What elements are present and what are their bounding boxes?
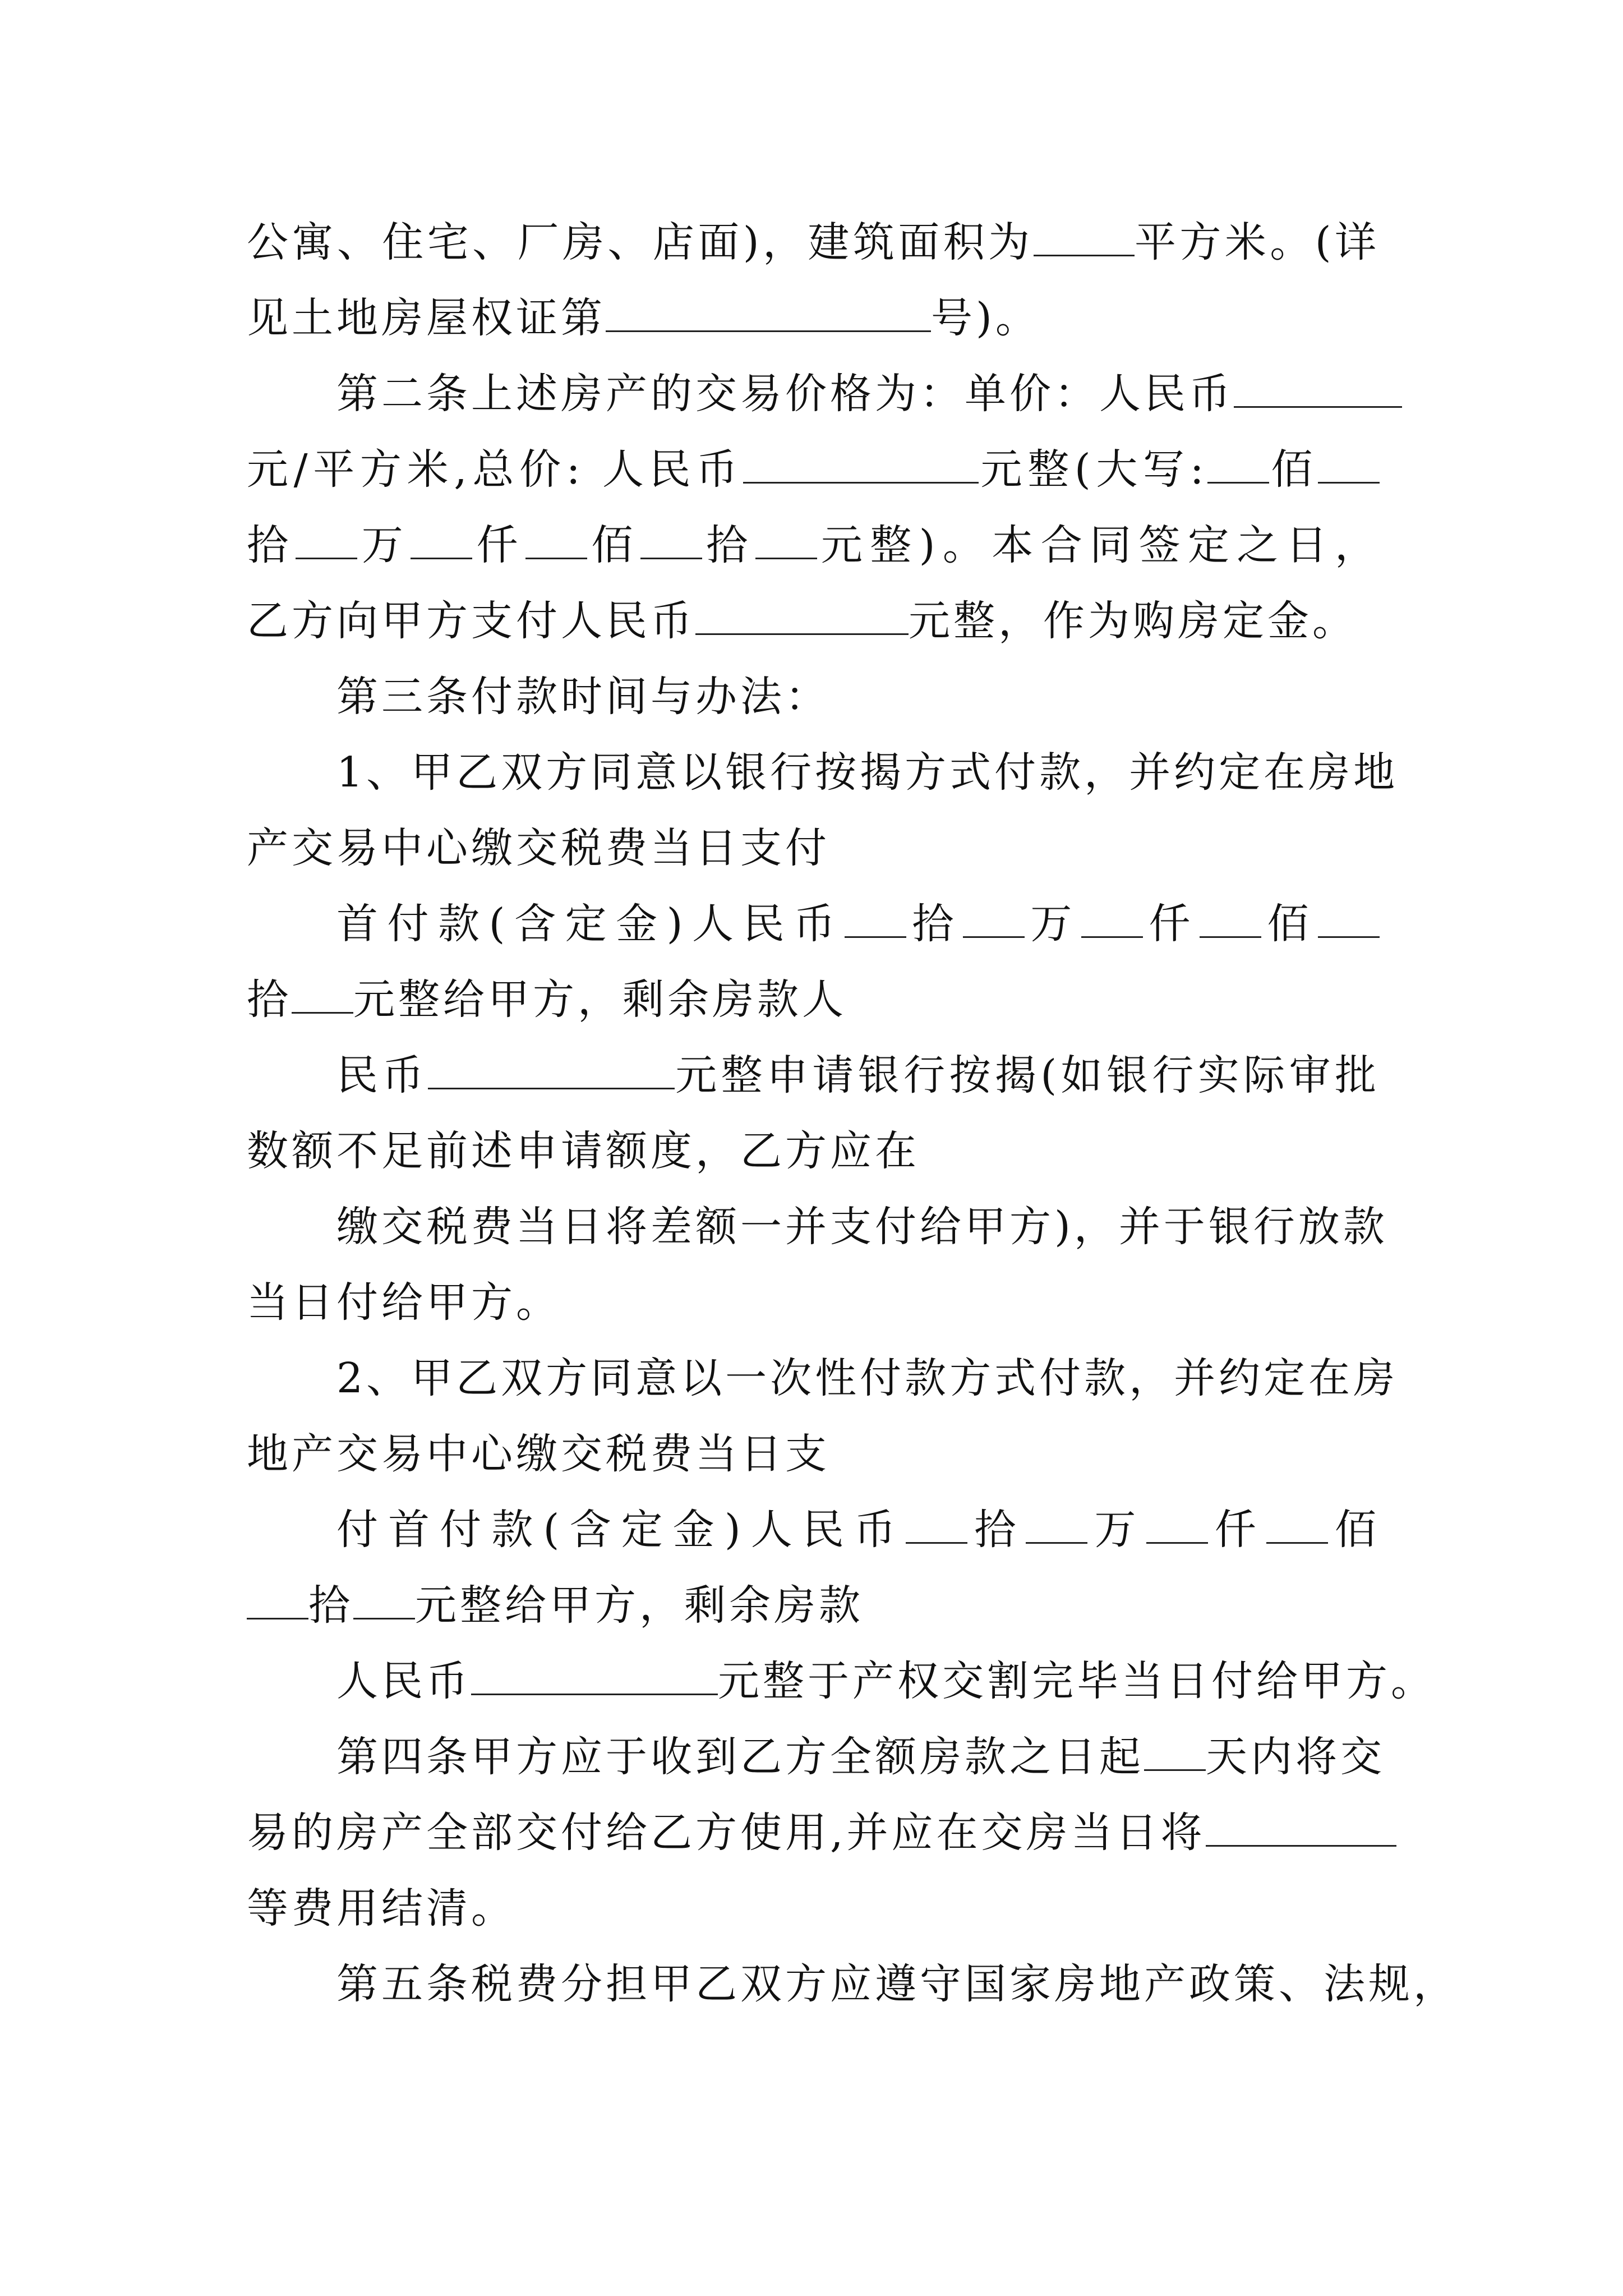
text-segment: 仟 [1207,1506,1266,1554]
text-segment: 天内将交 [1206,1733,1385,1781]
text-segment: 2、甲乙双方同意以一次性付款方式付款，并约定在房 [336,1354,1399,1402]
text-line [336,355,1380,433]
blank-field[interactable] [1207,445,1269,484]
text-segment: 人民币 [336,1657,471,1705]
text-segment: 第二条上述房产的交易价格为：单价：人民币 [336,370,1234,418]
text-line [247,203,1380,282]
blank-field[interactable] [247,1581,308,1619]
text-segment: 当日付给甲方。 [247,1278,561,1327]
text-segment: 公寓、住宅、厂房、店面)，建筑面积为 [247,218,1034,266]
blank-field[interactable] [695,596,909,635]
blank-field[interactable] [353,1581,415,1619]
text-line [247,582,1380,660]
text-segment: 付首付款(含定金)人民币 [336,1506,906,1554]
text-line [336,1188,1388,1266]
text-line [336,1490,1380,1569]
blank-field[interactable] [1034,218,1135,256]
text-segment: 元/平方米,总价: 人民币 [247,445,743,494]
text-segment: 元整，作为购房定金。 [909,597,1357,645]
text-segment: 万 [1024,900,1081,948]
blank-field[interactable] [1144,1732,1206,1771]
blank-field[interactable] [1318,899,1380,938]
blank-field[interactable] [1266,1505,1328,1544]
blank-field[interactable] [743,445,979,484]
blank-field[interactable] [1200,899,1261,938]
blank-field[interactable] [411,521,472,559]
text-line [247,1793,1380,1872]
text-segment: 仟 [472,521,525,569]
text-segment: 第四条甲方应于收到乙方全额房款之日起 [336,1733,1144,1781]
blank-field[interactable] [428,1051,675,1089]
text-segment: 地产交易中心缴交税费当日支 [247,1430,830,1478]
text-segment: 元整给甲方，剩余房款人 [353,976,847,1024]
blank-field[interactable] [296,521,357,559]
blank-field[interactable] [606,293,931,332]
text-line [336,885,1380,963]
text-segment: 等费用结清。 [247,1884,516,1932]
text-segment: 号)。 [931,294,1040,342]
blank-field[interactable] [1081,899,1143,938]
text-line [247,1263,1380,1342]
text-line [247,809,1380,887]
text-segment: 元整于产权交割完毕当日付给甲方。 [718,1657,1436,1705]
blank-field[interactable] [1146,1505,1208,1544]
text-line [336,733,1399,812]
blank-field[interactable] [471,1657,718,1695]
blank-field[interactable] [1206,1808,1396,1847]
blank-field[interactable] [845,899,906,938]
text-segment: 拾 [967,1506,1026,1554]
text-line [247,506,1380,585]
text-segment: 仟 [1142,900,1200,948]
text-segment: 第五条税费分担甲乙双方应遵守国家房地产政策、法规， [336,1960,1458,2008]
text-segment: 首付款(含定金)人民币 [336,900,845,948]
text-segment: 拾 [247,521,296,569]
text-segment: 元整)。本合同签定之日， [817,521,1380,569]
blank-field[interactable] [963,899,1025,938]
section-heading [336,657,1380,736]
text-line [247,1112,1380,1190]
text-line [247,1415,1380,1493]
text-segment: 见土地房屋权证第 [247,294,606,342]
blank-field[interactable] [1026,1505,1087,1544]
blank-field[interactable] [292,975,353,1014]
text-segment: 民币 [336,1051,428,1099]
text-line [336,1642,1436,1720]
text-line [247,1869,1380,1948]
text-line [247,1566,1380,1645]
text-line [247,279,1380,357]
text-line [247,430,1380,509]
text-segment: 佰 [1261,900,1318,948]
text-segment: 佰 [1327,1506,1380,1554]
text-segment: 第三条付款时间与办法： [336,673,830,721]
blank-field[interactable] [525,521,587,559]
text-line [336,1036,1380,1115]
text-segment: 佰 [587,521,640,569]
text-segment: 拾 [702,521,755,569]
text-segment: 万 [1087,1506,1146,1554]
blank-field[interactable] [906,1505,967,1544]
text-segment: 元整给甲方，剩余房款 [415,1581,864,1630]
blank-field[interactable] [1318,445,1380,484]
text-segment: 数额不足前述申请额度，乙方应在 [247,1127,920,1175]
text-segment: 拾 [247,976,292,1024]
blank-field[interactable] [755,521,817,559]
text-segment: 易的房产全部交付给乙方使用,并应在交房当日将 [247,1809,1206,1857]
text-line [336,1718,1385,1796]
text-line [247,960,1380,1039]
text-segment: 万 [357,521,411,569]
text-segment: 产交易中心缴交税费当日支付 [247,824,830,872]
text-segment: 1、甲乙双方同意以银行按揭方式付款，并约定在房地 [336,748,1399,797]
text-line [336,1339,1399,1418]
blank-field[interactable] [1234,369,1402,408]
text-segment: 元整(大写: [978,445,1207,494]
text-segment: 乙方向甲方支付人民币 [247,597,695,645]
text-segment: 缴交税费当日将差额一并支付给甲方)，并于银行放款 [336,1203,1388,1251]
blank-field[interactable] [640,521,702,559]
text-segment: 佰 [1269,445,1318,494]
text-segment: 拾 [906,900,963,948]
text-segment: 元整申请银行按揭(如银行实际审批 [674,1051,1380,1099]
text-line [336,1945,1458,2023]
text-segment: 拾 [308,1581,353,1630]
text-segment: 平方米。(详 [1134,218,1380,266]
